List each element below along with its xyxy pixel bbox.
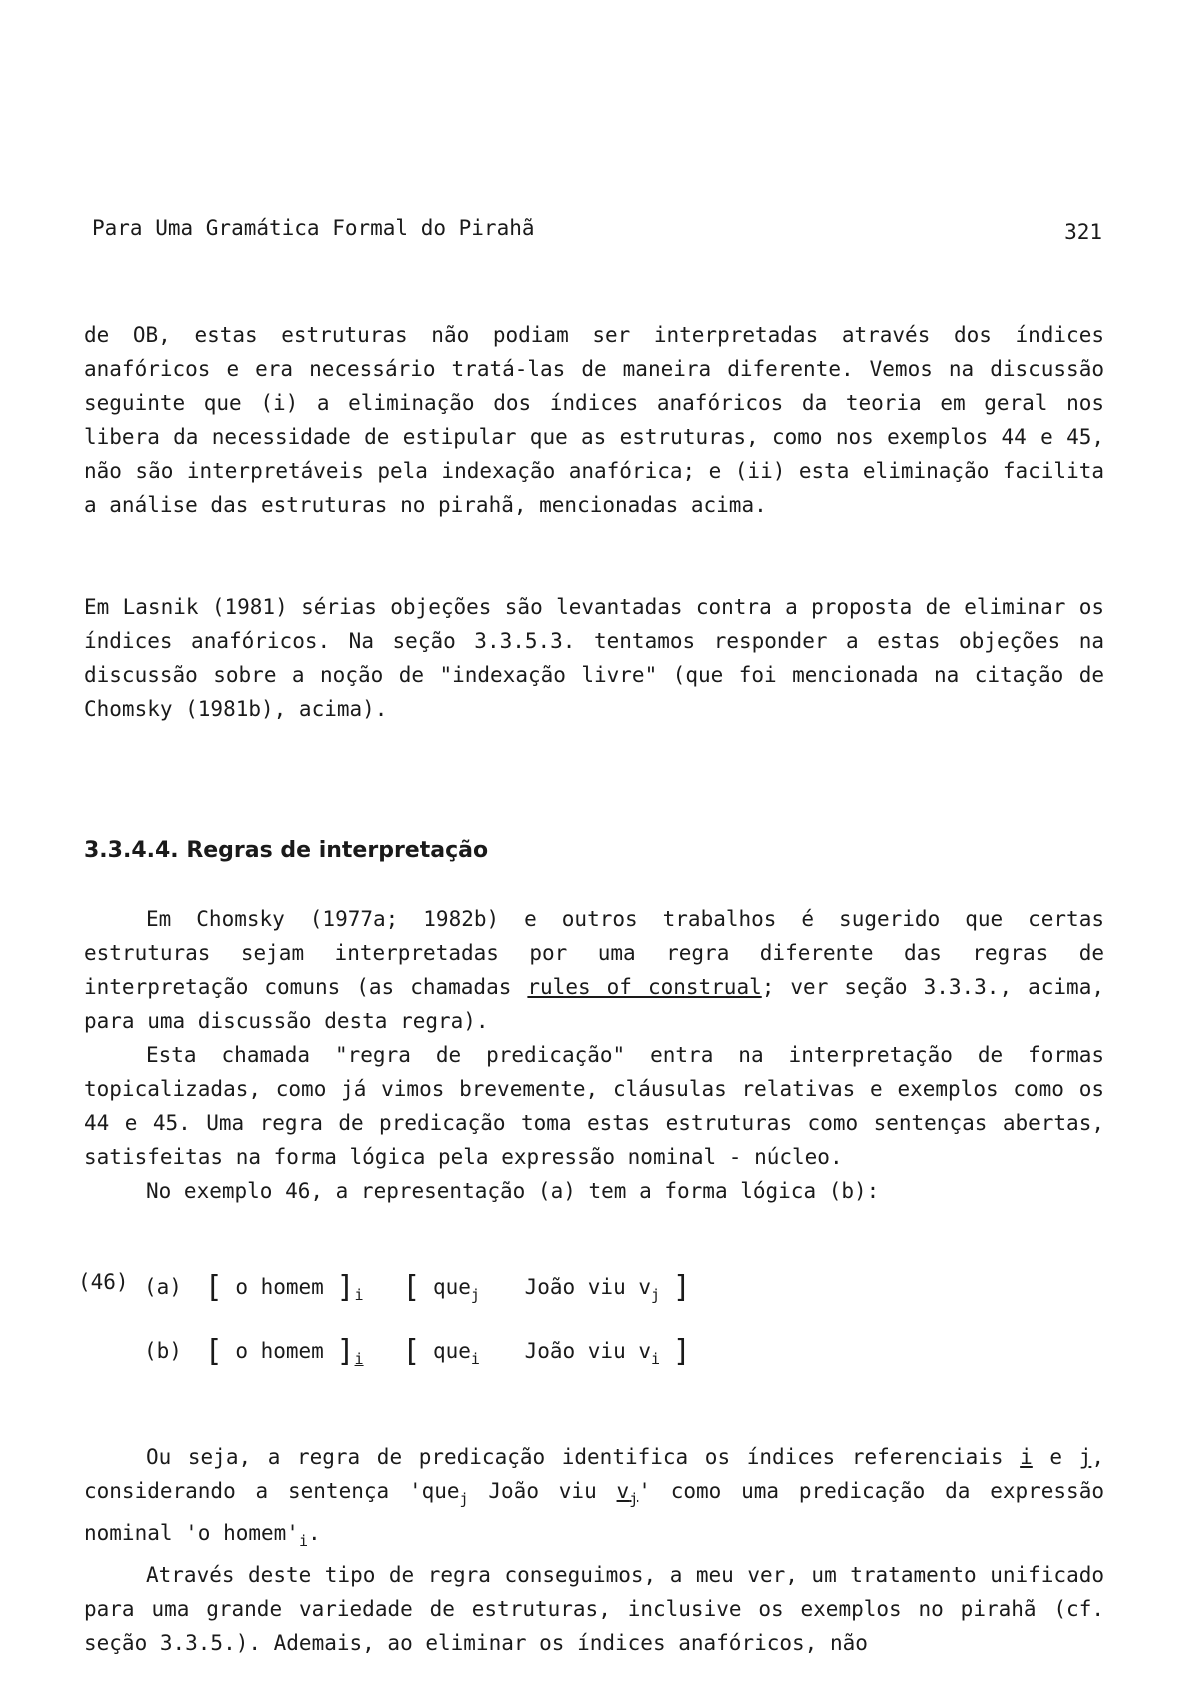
- example-46-b: [0, 1334, 1184, 1374]
- open-bracket: [: [402, 1270, 421, 1305]
- close-bracket: ]: [672, 1334, 691, 1369]
- que-text: quei: [432, 1339, 480, 1368]
- index-subscript: j: [470, 1286, 480, 1304]
- example-number: (46): [78, 1270, 129, 1294]
- clause-text: João viu: [524, 1275, 626, 1299]
- np-text: o homem: [235, 1339, 324, 1363]
- open-bracket: [: [204, 1270, 223, 1305]
- section-heading: 3.3.4.4. Regras de interpretação: [84, 838, 489, 863]
- close-bracket: ]: [336, 1334, 355, 1369]
- close-bracket: ]: [336, 1270, 355, 1305]
- np-text: o homem: [235, 1275, 324, 1299]
- example-label-b: (b): [144, 1339, 182, 1363]
- index-j: j: [1078, 1445, 1092, 1469]
- example-line-a: [144, 1270, 691, 1305]
- paragraph-lasnik: [84, 590, 1104, 726]
- paragraph-7: Através deste tipo de regra conseguimos, a meu ver, um tratamento unificado para uma grande variedade de estruturas, inclusive os exemplos no pirahã (cf. seção 3.3.5.). Ademais, ao eliminar os índices anafóricos, não: [84, 1563, 1104, 1655]
- index-i: i: [1020, 1445, 1033, 1469]
- index-subscript: i: [354, 1350, 364, 1368]
- page-number: 321: [1064, 220, 1102, 244]
- close-bracket: ]: [672, 1270, 691, 1305]
- example-46-a: [0, 1270, 1184, 1310]
- paragraph-3-text-b: ; ver seção 3.3.3., acima, para uma discussão desta regra).: [84, 975, 1104, 1033]
- example-line-b: [144, 1334, 691, 1369]
- paragraph-6: Ou seja, a regra de predicação identifica os índices referenciais i e j, considerando a sentença 'que$_j$ João viu $v_j'$ como uma predicação da expressão nominal 'o $homem'_i$.: [84, 1445, 1104, 1550]
- clause-text: João viu: [524, 1339, 626, 1363]
- paragraph-1: de OB, estas estruturas não podiam ser interpretadas através dos índices anafóricos e era necessário tratá-las de maneira diferente. Vemos na discussão seguinte que (i) a eliminação dos índices anafóricos da teoria em geral nos libera da necessidade de estipular que as estruturas, como nos exemplos 44 e 45, não são interpretáveis pela indexação anafórica; e (ii) esta eliminação facilita a análise das estruturas no pirahã, mencionadas acima.: [84, 323, 1104, 517]
- trace-v: vj: [638, 1275, 661, 1304]
- trace-v: vi: [638, 1339, 661, 1368]
- rules-of-construal-term: rules of construal: [527, 975, 762, 999]
- open-bracket: [: [402, 1334, 421, 1369]
- paragraph-5: No exemplo 46, a representação (a) tem a forma lógica (b):: [146, 1179, 880, 1203]
- paragraph-4: Esta chamada "regra de predicação" entra na interpretação de formas topicalizadas, como já vimos brevemente, cláusulas relativas e exemplos como os 44 e 45. Uma regra de predicação toma estas estruturas como sentenças abertas, satisfeitas na forma lógica pela expressão nominal - núcleo.: [84, 1043, 1104, 1169]
- index-subscript: i: [354, 1286, 364, 1304]
- example-label-a: (a): [144, 1275, 182, 1299]
- trace-v: $v_j$: [616, 1479, 639, 1508]
- paragraph-continuation: [84, 318, 1104, 522]
- paragraph-chomsky: [84, 902, 1104, 1208]
- running-title: Para Uma Gramática Formal do Pirahã: [92, 216, 535, 240]
- paragraph-following-example: [84, 1440, 1104, 1660]
- que-text: que: [432, 1275, 471, 1299]
- open-bracket: [: [204, 1334, 223, 1369]
- paragraph-2: Em Lasnik (1981) sérias objeções são levantadas contra a proposta de eliminar os índices anafóricos. Na seção 3.3.5.3. tentamos responder a estas objeções na discussão sobre a noção de "indexação livre" (que foi mencionada na citação de Chomsky (1981b), acima).: [84, 595, 1104, 721]
- paragraph-3-text-a: Em Chomsky (1977a; 1982b) e outros trabalhos é sugerido que certas estruturas sejam interpretadas por uma regra diferente das regras de interpretação comuns (as chamadas: [84, 907, 1104, 999]
- paragraph-3: [84, 902, 1104, 1038]
